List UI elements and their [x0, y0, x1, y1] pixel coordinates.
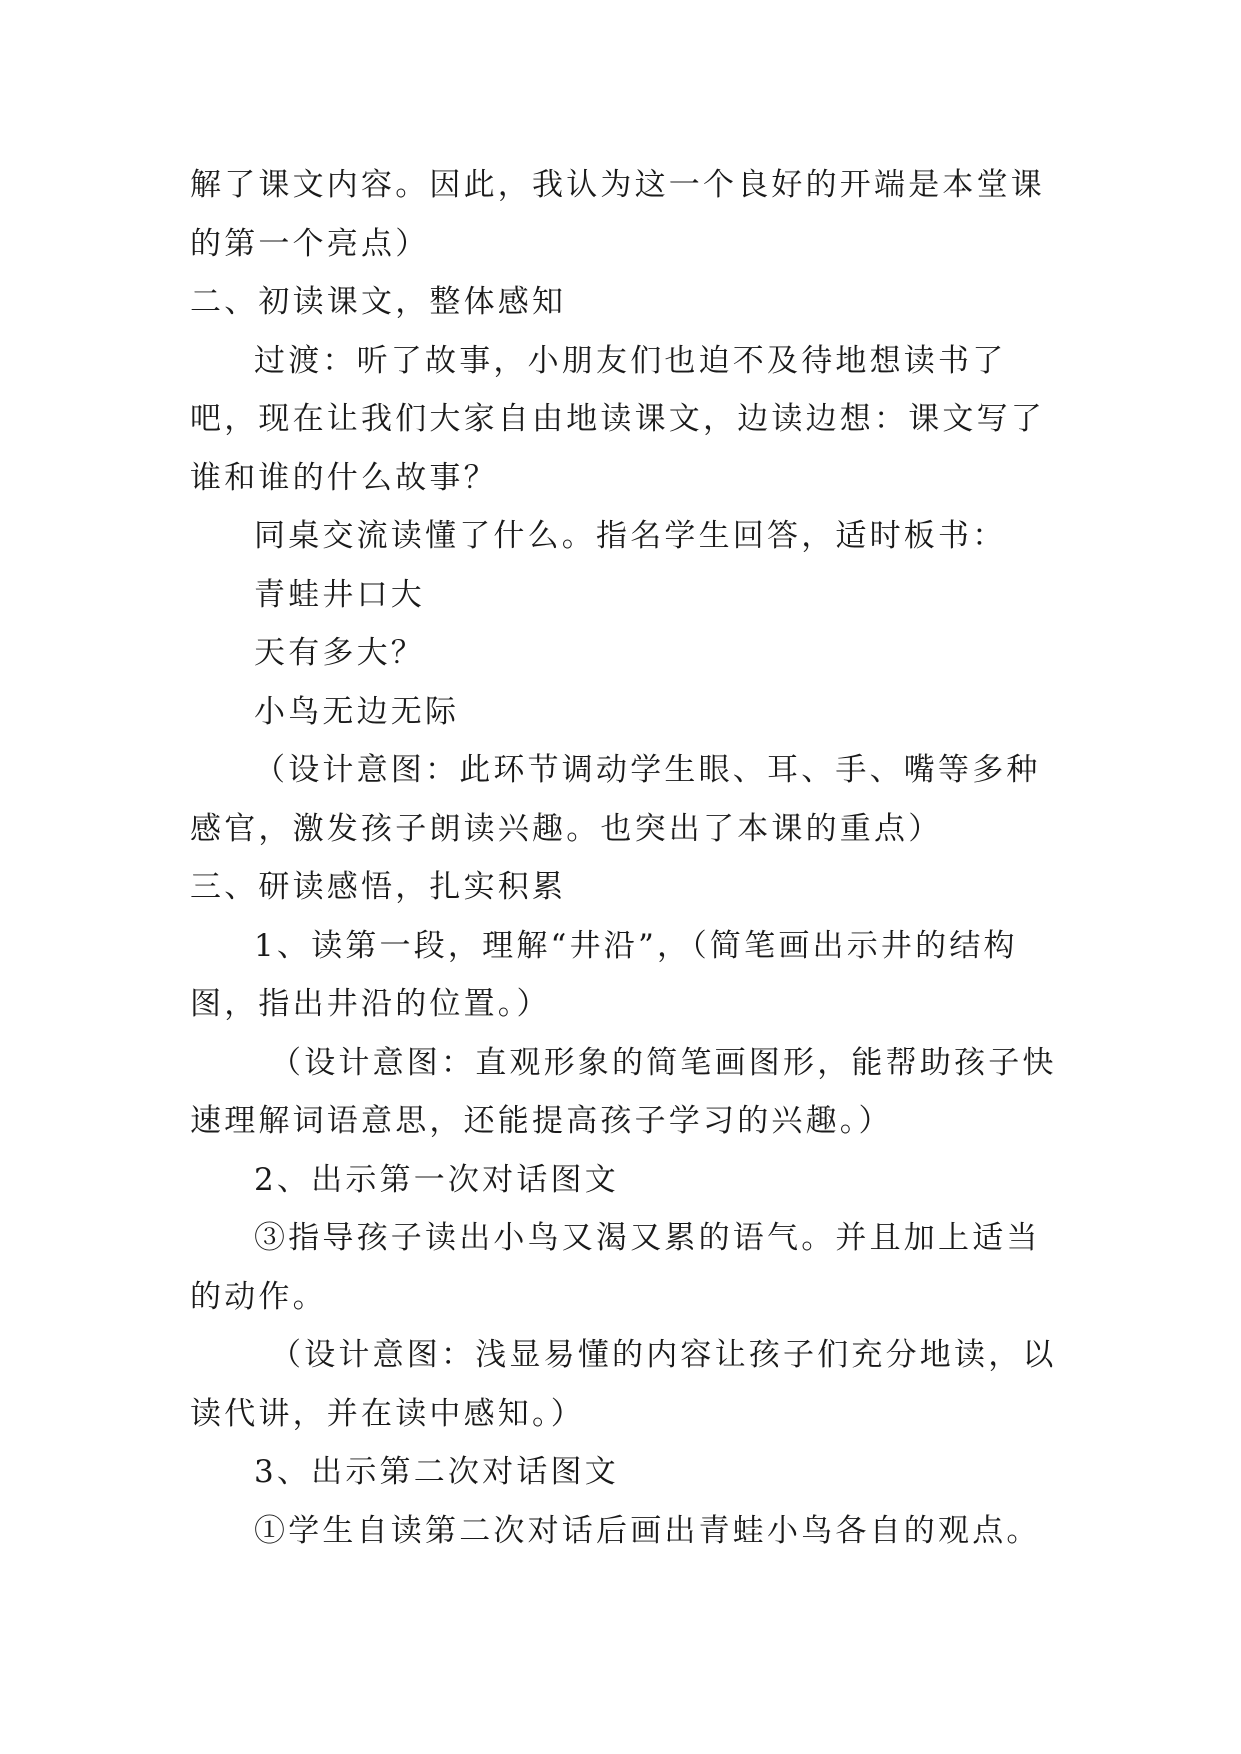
step-1: 1、读第一段，理解“井沿”，（简笔画出示井的结构图，指出井沿的位置。） [190, 927, 1018, 1022]
board-line-sky: 天有多大？ [254, 635, 425, 671]
step-3-reading: ①学生自读第二次对话后画出青蛙小鸟各自的观点。 [254, 1512, 1041, 1549]
paragraph-transition: 过渡：听了故事，小朋友们也迫不及待地想读书了吧，现在让我们大家自由地读课文，边读边想：课文写了谁和谁的什么故事？ [190, 342, 1045, 496]
document-body [190, 156, 1070, 1560]
step-2-guidance: ③指导孩子读出小鸟又渴又累的语气。并且加上适当的动作。 [190, 1220, 1041, 1315]
design-intent-2: （设计意图：直观形象的简笔画图形，能帮助孩子快速理解词语意思，还能提高孩子学习的兴趣。） [190, 1044, 1057, 1139]
step-3: 3、出示第二次对话图文 [254, 1454, 619, 1490]
design-intent-3: （设计意图：浅显易懂的内容让孩子们充分地读，以读代讲，并在读中感知。） [190, 1337, 1057, 1432]
section-heading-3: 三、研读感悟，扎实积累 [190, 869, 567, 905]
step-2: 2、出示第一次对话图文 [254, 1161, 619, 1198]
design-intent-1: （设计意图：此环节调动学生眼、耳、手、嘴等多种感官，激发孩子朗读兴趣。也突出了本课的重点） [190, 752, 1041, 847]
board-line-frog: 青蛙井口大 [254, 576, 425, 613]
paragraph-continuation: 解了课文内容。因此，我认为这一个良好的开端是本堂课的第一个亮点） [190, 167, 1045, 262]
paragraph-exchange: 同桌交流读懂了什么。指名学生回答，适时板书： [254, 518, 1007, 554]
section-heading-2: 二、初读课文，整体感知 [190, 284, 567, 320]
board-line-bird: 小鸟无边无际 [254, 693, 460, 730]
